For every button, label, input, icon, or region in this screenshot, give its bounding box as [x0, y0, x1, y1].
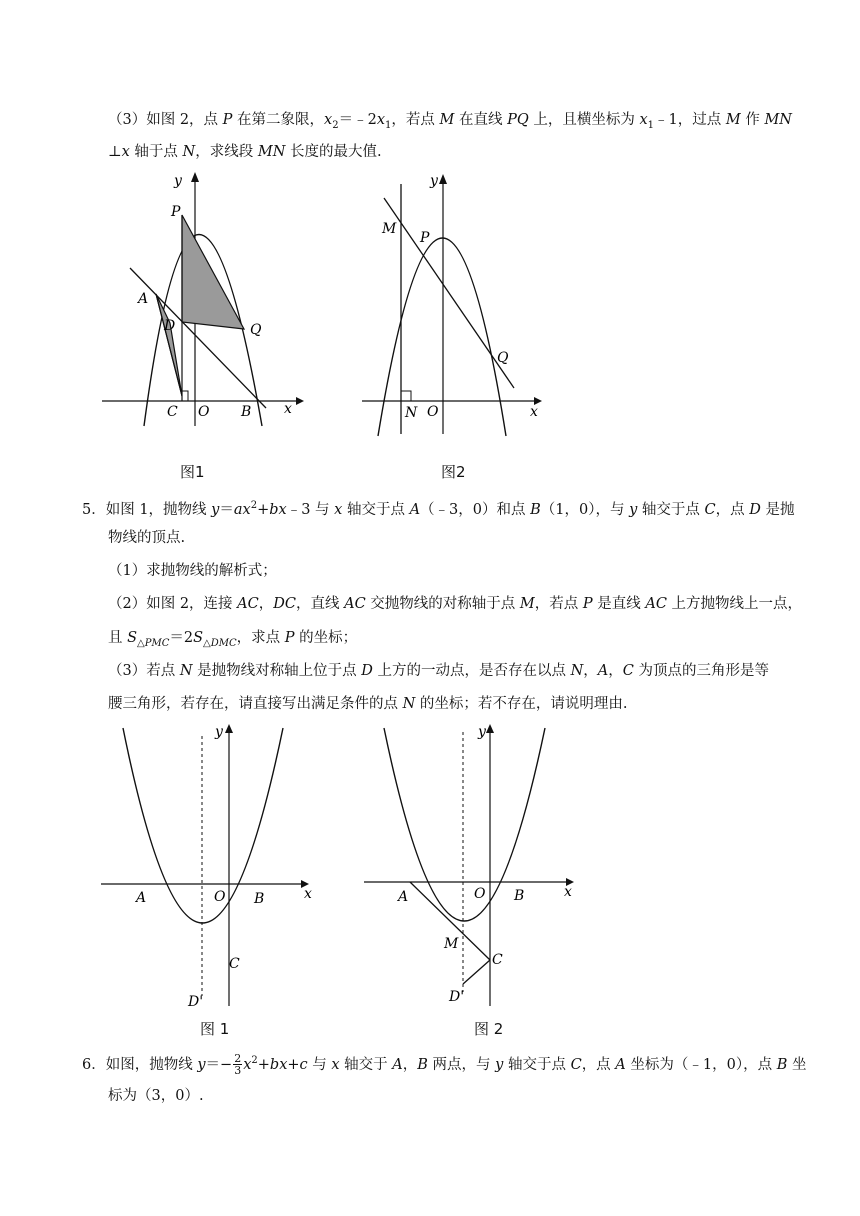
- label-b: B: [514, 888, 525, 904]
- q5-line2: 物线的顶点.: [108, 530, 186, 546]
- label-a: A: [138, 291, 149, 307]
- label-x: x: [284, 401, 292, 417]
- label-n: N: [405, 405, 418, 421]
- label-y: y: [174, 173, 182, 189]
- label-m: M: [444, 936, 459, 952]
- label-d: D': [188, 994, 204, 1010]
- label-b: B: [254, 891, 265, 907]
- label-m: M: [382, 221, 397, 237]
- label-x: x: [304, 886, 312, 902]
- label-c: C: [229, 956, 240, 972]
- q6-line2: 标为（3，0）.: [108, 1088, 204, 1104]
- figure-a2: [356, 168, 556, 438]
- figure-a2-caption: 图2: [441, 463, 466, 481]
- label-q: Q: [497, 350, 509, 366]
- label-b: B: [241, 404, 252, 420]
- q6-line1: 6．如图，抛物线 y＝− $\frac{2}{3}$ $x^2+bx+c$ 与 x 轴交于 A，B 两点，与 y 轴交于点 C，点 A 坐标为（﹣1，0），点 B 坐: [82, 1052, 807, 1078]
- fraction-two-thirds: $\frac{2}{3}$: [234, 1052, 242, 1078]
- part3-line1: （3）如图 2，点 P 在第二象限，$x_2=﹣2x_1$，若点 M 在直线 PQ 上，且横坐标为 $x_1﹣1$，过点 M 作 MN: [108, 112, 792, 131]
- label-d: D: [164, 318, 176, 334]
- label-a: A: [398, 889, 409, 905]
- label-p: P: [420, 230, 430, 246]
- q5-line5: 且 $S_{\triangle PMC}=2S_{\triangle DMC}$，求点 P 的坐标；: [108, 630, 358, 649]
- part3-line2: ⊥x 轴于点 N，求线段 MN 长度的最大值.: [108, 144, 382, 160]
- q5-line3: （1）求抛物线的解析式；: [108, 563, 277, 579]
- label-x: x: [530, 404, 538, 420]
- q5-line1: 5．如图 1，抛物线 $y=ax^2+bx﹣3$ 与 x 轴交于点 A（﹣3，0）和点 B（1，0），与 y 轴交于点 C，点 D 是抛: [82, 500, 795, 518]
- label-o: O: [427, 404, 439, 420]
- label-c: C: [167, 404, 178, 420]
- label-q: Q: [250, 322, 262, 338]
- label-y: y: [430, 173, 438, 189]
- label-a: A: [136, 890, 147, 906]
- label-y: y: [215, 724, 223, 740]
- figure-a1: [96, 168, 306, 430]
- label-o: O: [474, 886, 486, 902]
- q5-line7: 腰三角形，若存在，请直接写出满足条件的点 N 的坐标；若不存在，请说明理由.: [108, 696, 628, 712]
- label-y: y: [478, 724, 486, 740]
- label-o: O: [198, 404, 210, 420]
- figure-b1-caption: 图 1: [200, 1020, 230, 1038]
- label-x: x: [564, 884, 572, 900]
- label-c: C: [492, 952, 503, 968]
- figure-b2-caption: 图 2: [474, 1020, 504, 1038]
- figure-a1-caption: 图1: [180, 463, 205, 481]
- figure-b2: [356, 716, 586, 1012]
- q5-line6: （3）若点 N 是抛物线对称轴上位于点 D 上方的一动点，是否存在以点 N，A，C 为顶点的三角形是等: [108, 663, 769, 679]
- label-o: O: [214, 889, 226, 905]
- label-p: P: [171, 204, 181, 220]
- label-d: D': [449, 989, 465, 1005]
- figure-b1: [96, 716, 316, 1012]
- q5-line4: （2）如图 2，连接 AC，DC，直线 AC 交抛物线的对称轴于点 M，若点 P 是直线 AC 上方抛物线上一点，: [108, 596, 803, 612]
